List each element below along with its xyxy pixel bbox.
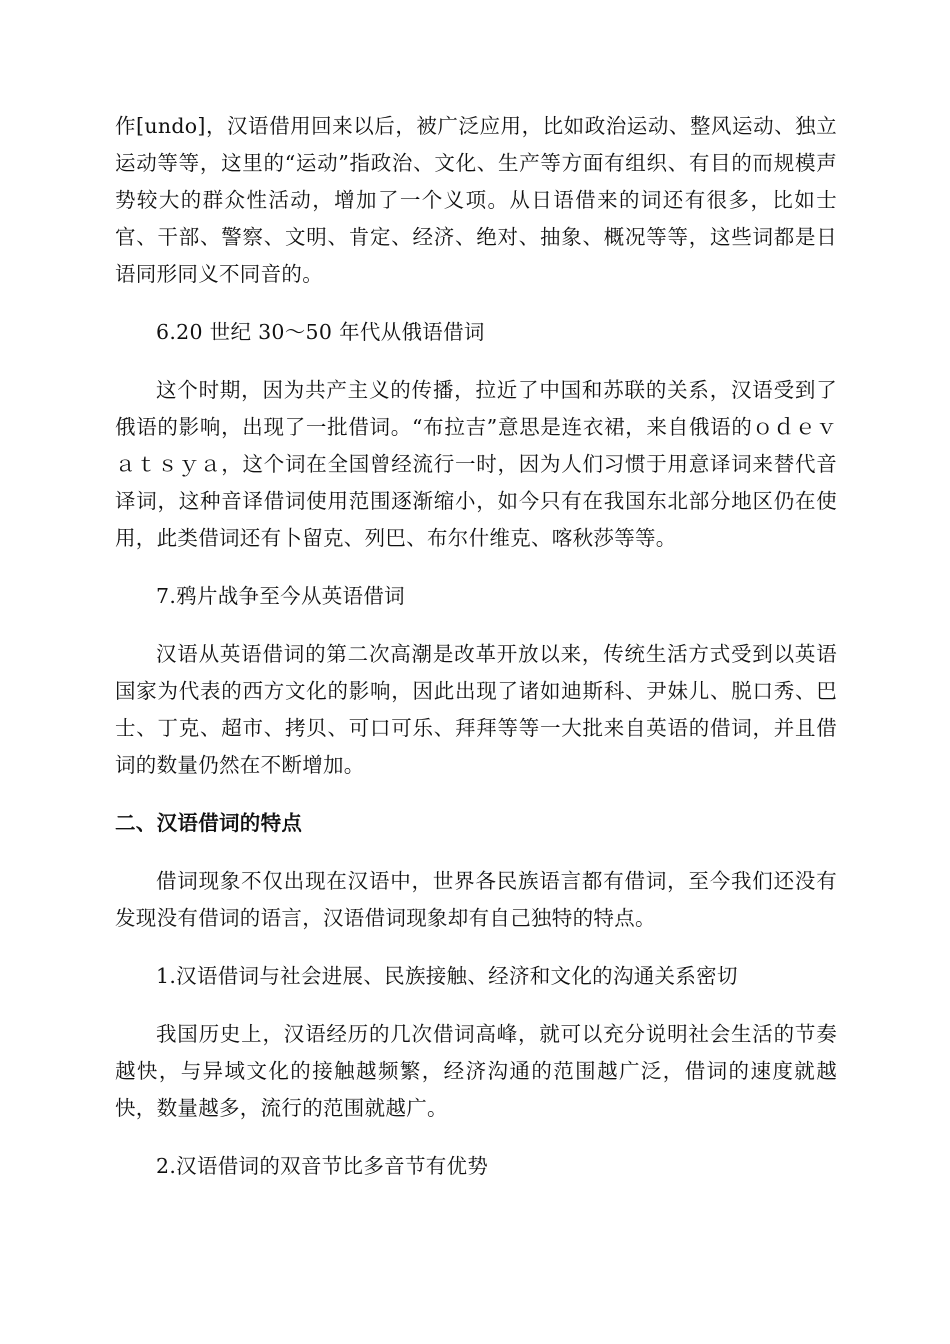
document-page <box>115 108 837 1206</box>
subsection-heading: 1.汉语借词与社会进展、民族接触、经济和文化的沟通关系密切 <box>156 964 738 988</box>
section-heading: 二、汉语借词的特点 <box>115 811 303 835</box>
subsection-heading: 2.汉语借词的双音节比多音节有优势 <box>156 1154 489 1178</box>
body-paragraph: 我国历史上，汉语经历的几次借词高峰，就可以充分说明社会生活的节奏越快，与异域文化的接触越频繁，经济沟通的范围越广泛，借词的速度就越快，数量越多，流行的范围就越广。 <box>115 1022 837 1120</box>
body-paragraph: 汉语从英语借词的第二次高潮是改革开放以来，传统生活方式受到以英语国家为代表的西方文化的影响，因此出现了诸如迪斯科、尹妹儿、脱口秀、巴士、丁克、超市、拷贝、可口可乐、拜拜等等一大批来自英语的借词，并且借词的数量仍然在不断增加。 <box>115 642 837 777</box>
subsection-heading: 7.鸦片战争至今从英语借词 <box>156 584 405 608</box>
subsection-heading: 6.20 世纪 30～50 年代从俄语借词 <box>156 320 485 344</box>
body-paragraph: 作[undo]，汉语借用回来以后，被广泛应用，比如政治运动、整风运动、独立运动等等，这里的“运动”指政治、文化、生产等方面有组织、有目的而规模声势较大的群众性活动，增加了一个义项。从日语借来的词还有很多，比如士官、干部、警察、文明、肯定、经济、绝对、抽象、概况等等，这些词都是日语同形同义不同音的。 <box>115 114 837 286</box>
body-paragraph: 借词现象不仅出现在汉语中，世界各民族语言都有借词，至今我们还没有发现没有借词的语言，汉语借词现象却有自己独特的特点。 <box>115 869 837 930</box>
body-paragraph: 这个时期，因为共产主义的传播，拉近了中国和苏联的关系，汉语受到了俄语的影响，出现了一批借词。“布拉吉”意思是连衣裙，来自俄语的ｏｄｅｖａｔｓｙａ，这个词在全国曾经流行一时，因为人们习惯于用意译词来替代音译词，这种音译借词使用范围逐渐缩小，如今只有在我国东北部分地区仍在使用，此类借词还有卜留克、列巴、布尔什维克、喀秋莎等等。 <box>115 378 837 550</box>
